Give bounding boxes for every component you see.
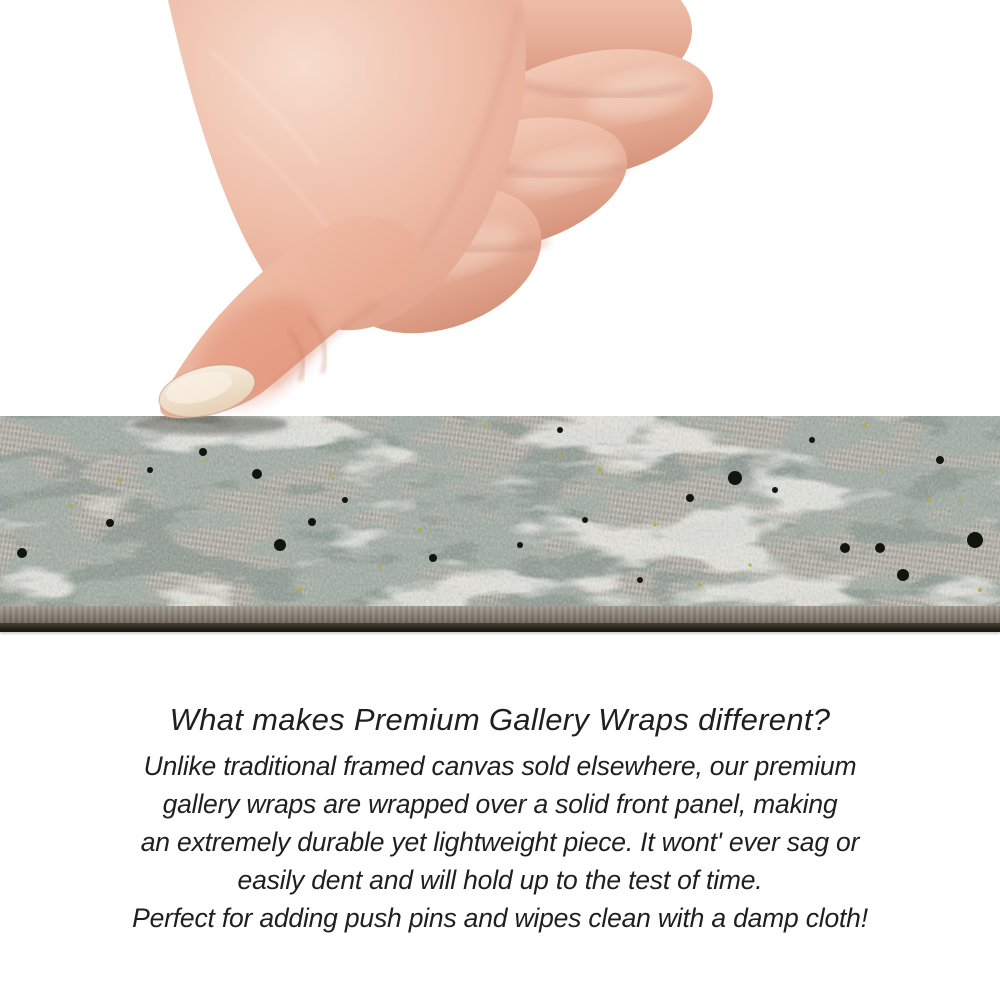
canvas-weave-texture xyxy=(0,416,1000,606)
body-line-1: Unlike traditional framed canvas sold elsewhere, our premium xyxy=(143,751,857,781)
body-line-2: gallery wraps are wrapped over a solid front panel, making xyxy=(162,789,838,819)
body-line-4: easily dent and will hold up to the test of time. xyxy=(237,865,763,895)
panel-bottom-edge xyxy=(0,623,1000,632)
info-text-block xyxy=(0,701,1000,937)
canvas-edge-strip xyxy=(0,416,1000,632)
hand-pressing-thumb-photo xyxy=(0,0,1000,440)
body-line-5: Perfect for adding push pins and wipes clean with a damp cloth! xyxy=(132,903,868,933)
panel-bevel-edge xyxy=(0,606,1000,623)
body-line-3: an extremely durable yet lightweight piece. It wont' ever sag or xyxy=(140,827,860,857)
canvas-paint-texture xyxy=(0,416,1000,606)
headline: What makes Premium Gallery Wraps different? xyxy=(169,702,831,737)
